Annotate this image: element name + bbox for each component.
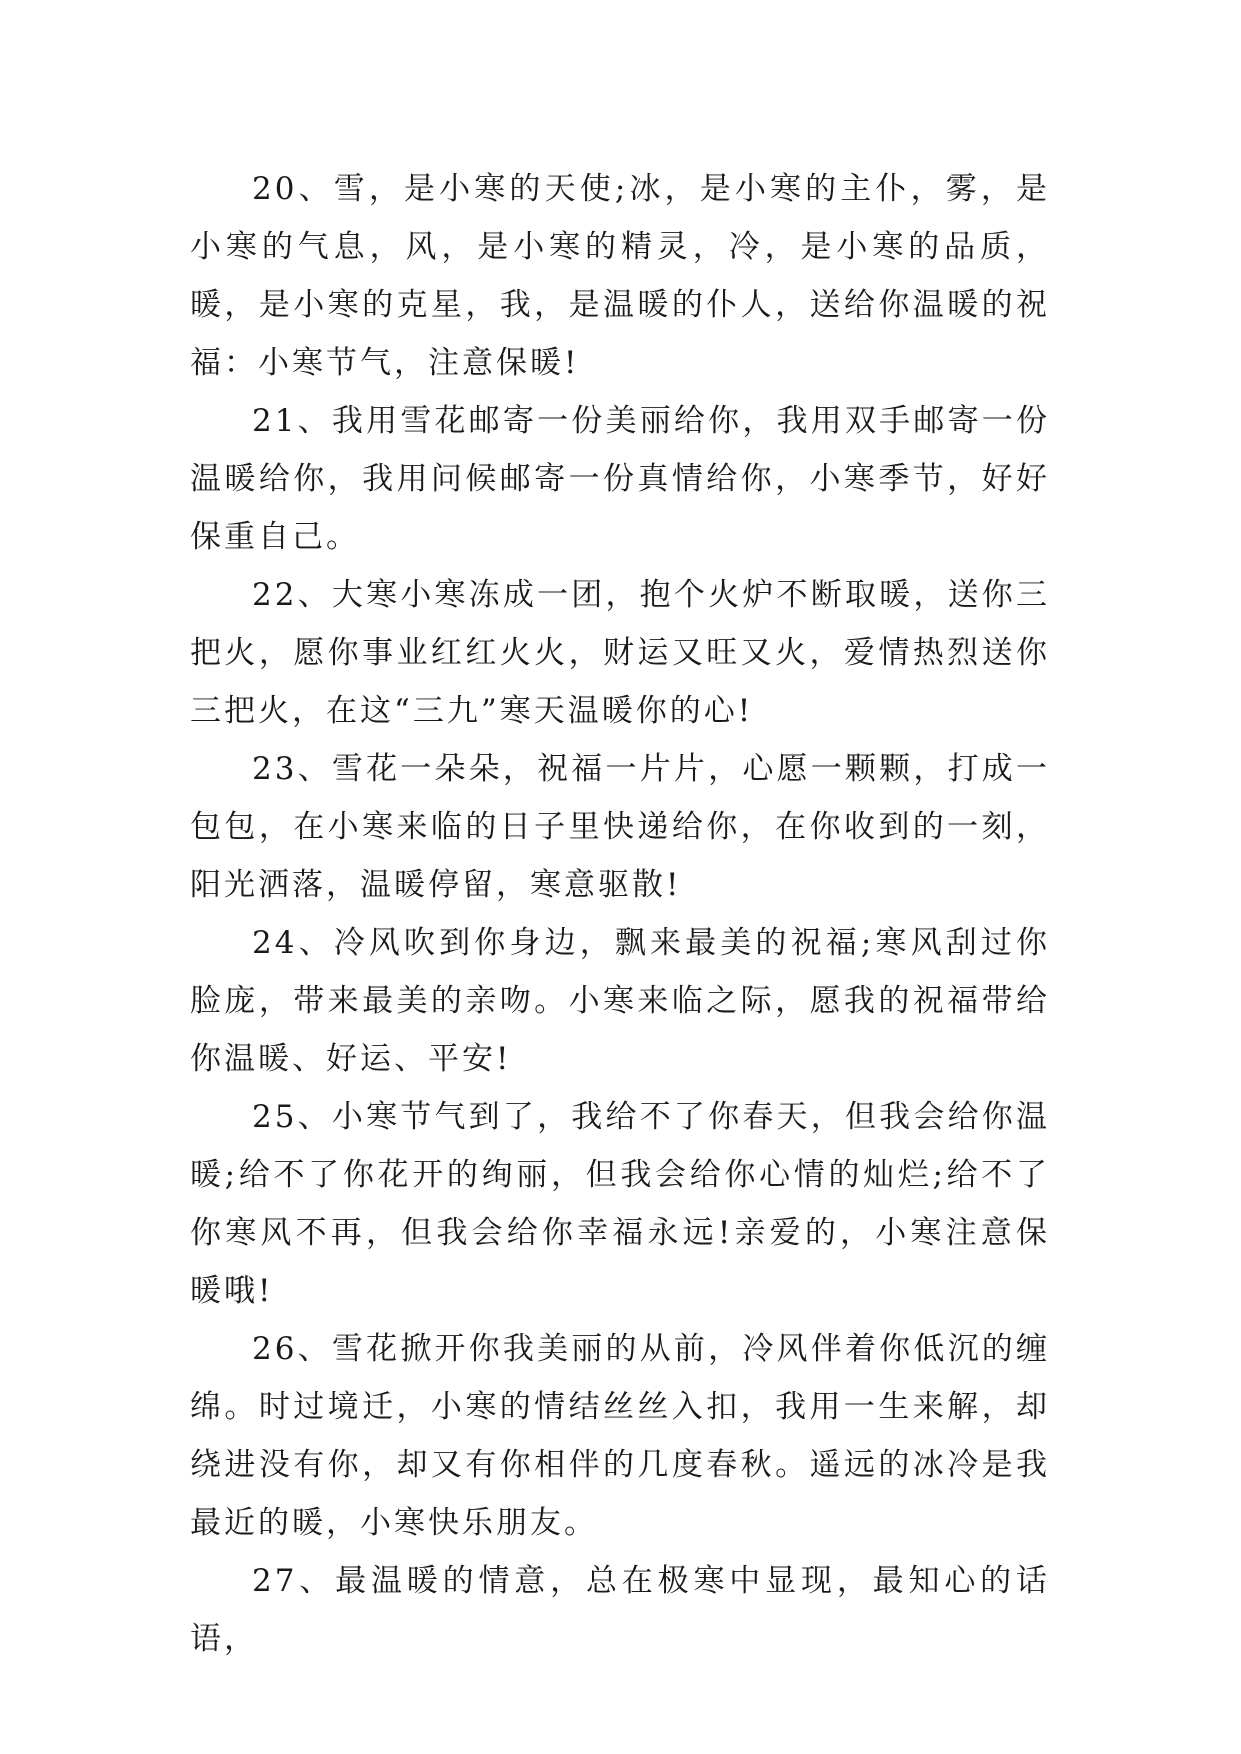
paragraph-23: 23、雪花一朵朵，祝福一片片，心愿一颗颗，打成一包包，在小寒来临的日子里快递给你，在你收到的一刻，阳光洒落，温暖停留，寒意驱散! [190,751,1050,903]
paragraph-22: 22、大寒小寒冻成一团，抱个火炉不断取暖，送你三把火，愿你事业红红火火，财运又旺又火，爱情热烈送你三把火，在这“三九”寒天温暖你的心! [190,577,1050,729]
paragraph-24: 24、冷风吹到你身边，飘来最美的祝福;寒风刮过你脸庞，带来最美的亲吻。小寒来临之际，愿我的祝福带给你温暖、好运、平安! [190,925,1050,1077]
paragraph-20: 20、雪，是小寒的天使;冰，是小寒的主仆，雾，是小寒的气息，风，是小寒的精灵，冷，是小寒的品质，暖，是小寒的克星，我，是温暖的仆人，送给你温暖的祝福：小寒节气，注意保暖! [190,171,1050,381]
paragraph-25: 25、小寒节气到了，我给不了你春天，但我会给你温暖;给不了你花开的绚丽，但我会给你心情的灿烂;给不了你寒风不再，但我会给你幸福永远!亲爱的，小寒注意保暖哦! [190,1099,1050,1309]
paragraph-21: 21、我用雪花邮寄一份美丽给你，我用双手邮寄一份温暖给你，我用问候邮寄一份真情给你，小寒季节，好好保重自己。 [190,403,1050,555]
paragraph-27: 27、最温暖的情意，总在极寒中显现，最知心的话语， [190,1563,1050,1657]
paragraph-26: 26、雪花掀开你我美丽的从前，冷风伴着你低沉的缠绵。时过境迁，小寒的情结丝丝入扣，我用一生来解，却绕进没有你，却又有你相伴的几度春秋。遥远的冰冷是我最近的暖，小寒快乐朋友。 [190,1331,1050,1541]
document-body [190,160,1050,1668]
